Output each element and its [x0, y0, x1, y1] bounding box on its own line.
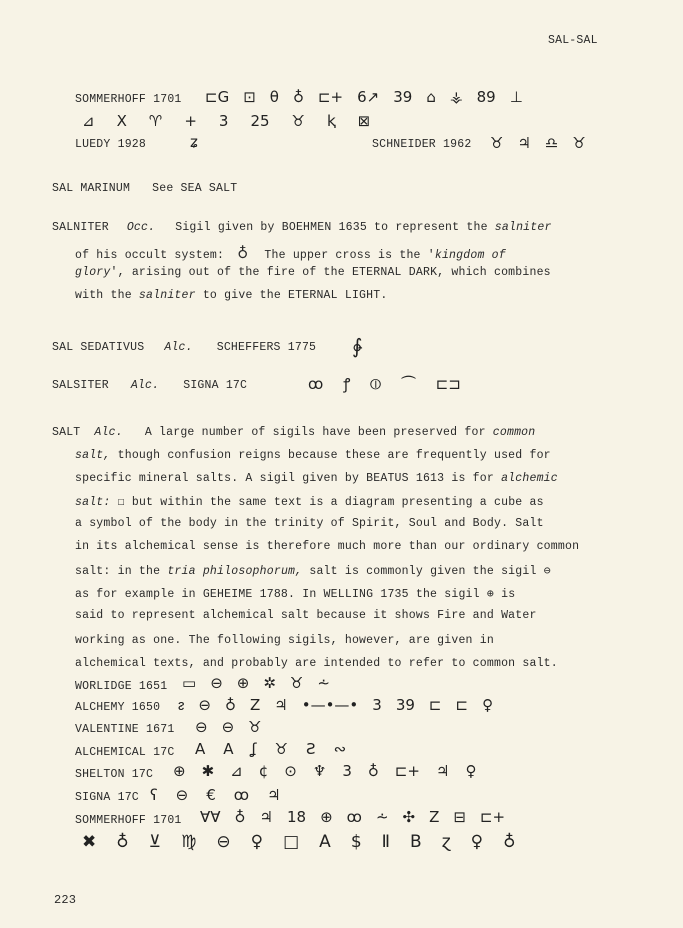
- entry-salniter-line: [75, 266, 551, 279]
- sigil-glyph: +: [184, 112, 197, 130]
- sigil-glyph: ⊖: [195, 718, 208, 736]
- entry-text: salt,: [75, 449, 111, 462]
- sigil-glyph: Ƨ: [306, 740, 316, 758]
- source-label: LUEDY 1928: [75, 138, 147, 151]
- sigil-glyph: ⊏: [428, 696, 442, 714]
- running-head: SAL-SAL: [548, 34, 598, 47]
- entry-term: SALNITER: [52, 221, 109, 234]
- sigil-glyph: ꝭ: [343, 375, 351, 393]
- sigil-glyph: ⊖: [216, 832, 231, 852]
- sigil-glyph: ⊏⊐: [435, 375, 461, 393]
- sigil-glyph: ♎: [544, 134, 559, 152]
- sigil-glyph: •—•—•: [301, 696, 359, 714]
- sigil-row: [200, 808, 505, 826]
- sigil-row: [178, 696, 493, 714]
- sigil-glyph: €: [206, 786, 216, 804]
- entry-source: SIGNA 17C: [183, 379, 248, 392]
- sigil-glyph: ʕ: [150, 786, 158, 804]
- sigil-row: [308, 374, 461, 394]
- entry-text: though confusion reigns because these are frequently used for: [110, 449, 551, 462]
- sigil-glyph: ᴤ: [178, 696, 185, 714]
- sigil-glyph: ꝏ: [233, 786, 250, 804]
- salt-text-line: in its alchemical sense is therefore much more than our ordinary common: [75, 540, 580, 553]
- entry-salniter-line: [75, 244, 506, 262]
- entry-salniter-line: [52, 221, 552, 234]
- sigil-glyph: ♉: [274, 740, 289, 758]
- sigil-glyph: ♀: [250, 832, 264, 852]
- sigil-glyph: ⊏+: [479, 808, 506, 826]
- salt-text-line: a symbol of the body in the trinity of Spirit, Soul and Body. Salt: [75, 517, 544, 530]
- entry-source: SCHEFFERS 1775: [216, 341, 317, 354]
- salt-text-line: [75, 563, 551, 578]
- sigil-glyph: ♉: [248, 718, 262, 736]
- entry-text: with the: [75, 289, 139, 302]
- entry-text: salniter: [138, 289, 196, 302]
- sigil-glyph: ⊙: [284, 762, 297, 780]
- sigil-glyph: ∾: [333, 740, 347, 758]
- sigil-glyph: ⚶: [449, 88, 463, 106]
- source-label: SHELTON 17C: [75, 768, 154, 781]
- sigil-glyph: ♉: [289, 674, 304, 692]
- sigil-glyph: ♀: [482, 696, 494, 714]
- salt-text-line: alchemical texts, and probably are intended to refer to common salt.: [75, 657, 558, 670]
- entry-text: kingdom of: [434, 249, 506, 262]
- sigil-glyph: ʑ: [190, 133, 198, 151]
- sigil-glyph: ✱: [201, 762, 215, 780]
- sigil-glyph: ʆ: [251, 740, 257, 758]
- salt-text-line: as for example in GEHEIME 1788. In WELLING 1735 the sigil ⊕ is: [75, 588, 516, 601]
- entry-text: ', arising out of the fire of the ETERNAL DARK, which combines: [110, 266, 551, 279]
- sigil-glyph: ♁: [234, 808, 246, 826]
- source-label: ALCHEMY 1650: [75, 701, 161, 714]
- sigil-glyph: ⊿: [82, 112, 95, 130]
- sigil-glyph: ▭: [182, 674, 197, 692]
- entry-term: SAL SEDATIVUS: [52, 341, 145, 354]
- sigil-glyph: ⊏+: [317, 88, 344, 106]
- entry-salsiter: [52, 379, 247, 392]
- sigil-glyph: 6↗: [357, 88, 380, 106]
- entry-sal-marinum: [52, 182, 237, 195]
- sigil-glyph: A: [319, 832, 331, 852]
- entry-tag: Alc.: [164, 341, 193, 354]
- sigil-glyph: ♃: [259, 808, 273, 826]
- entry-text: salt is commonly given the sigil ⊖: [302, 565, 551, 578]
- sigil-glyph: ♍: [181, 832, 197, 852]
- sigil-glyph: ♁: [237, 244, 249, 262]
- sigil-row: [205, 88, 523, 106]
- entry-text: to give the ETERNAL LIGHT.: [195, 289, 388, 302]
- source-label: VALENTINE 1671: [75, 723, 175, 736]
- source-label: WORLIDGE 1651: [75, 680, 168, 693]
- sigil-glyph: ♁: [116, 832, 129, 852]
- entry-text: salniter: [494, 221, 552, 234]
- sigil-glyph: ♉: [572, 134, 586, 152]
- sigil-glyph: ♁: [225, 696, 236, 714]
- sigil-glyph: ♀: [470, 832, 484, 852]
- sigil-row: [195, 718, 262, 736]
- sigil-glyph: X: [116, 112, 127, 130]
- entry-text: ☐ but within the same text is a diagram presenting a cube as: [110, 496, 544, 509]
- entry-text: salt: in the: [75, 565, 168, 578]
- sigil-glyph: Ⅱ: [381, 832, 391, 852]
- sigil-glyph: ⊖: [221, 718, 235, 736]
- sigil-glyph: 25: [250, 112, 270, 130]
- sigil-glyph: ⩪: [317, 674, 330, 692]
- salt-text-line: [52, 426, 535, 439]
- sigil-glyph: ✣: [402, 808, 416, 826]
- sigil-glyph: 3: [218, 112, 229, 130]
- entry-sal-sedativus: [52, 341, 316, 354]
- entry-text: alchemic: [501, 472, 558, 485]
- sigil-glyph: ⊖: [198, 696, 211, 714]
- sigil-glyph: ⌂: [426, 88, 436, 106]
- sigil-glyph: ⊕: [236, 674, 250, 692]
- sigil-glyph: ⊕: [320, 808, 333, 826]
- entry-text: A large number of sigils have been preserved for: [144, 426, 493, 439]
- sigil-glyph: ⊥: [509, 88, 523, 106]
- sigil-glyph: ⊏: [455, 696, 469, 714]
- sigil-glyph: ɀ: [441, 832, 451, 852]
- entry-term: SALSITER: [52, 379, 109, 392]
- sigil-row: [150, 786, 281, 804]
- salt-text-line: said to represent alchemical salt because it shows Fire and Water: [75, 609, 537, 622]
- sigil-glyph: Z: [429, 808, 440, 826]
- sigil-glyph: ⊖: [210, 674, 223, 692]
- sigil-glyph: 3: [342, 762, 352, 780]
- sigil-glyph: ⊏G: [205, 88, 230, 106]
- sigil-row: [195, 740, 346, 758]
- sigil-glyph: ⊖: [175, 786, 189, 804]
- entry-term: SALT: [52, 426, 81, 439]
- sigil-glyph: ⊕: [173, 762, 186, 780]
- salt-text-line: working as one. The following sigils, however, are given in: [75, 634, 494, 647]
- sigil-glyph: 18: [286, 808, 307, 826]
- sigil-glyph: Z: [250, 696, 261, 714]
- sigil-glyph: ♃: [517, 134, 531, 152]
- sigil-glyph: ⱪ: [326, 112, 336, 130]
- sigil-glyph: □: [283, 832, 300, 852]
- source-label: SIGNA 17C: [75, 791, 139, 804]
- sigil-glyph: ∳: [352, 334, 363, 358]
- page-number: 223: [54, 893, 77, 907]
- entry-text: glory: [75, 266, 111, 279]
- sigil-glyph: ✲: [263, 674, 276, 692]
- sigil-row: [82, 832, 516, 852]
- sigil-glyph: 39: [395, 696, 415, 714]
- sigil-glyph: ⊻: [148, 832, 162, 852]
- sigil-glyph: θ: [269, 88, 279, 106]
- sigil-row: [490, 134, 586, 152]
- sigil-row: [182, 674, 330, 692]
- sigil-glyph: 39: [393, 88, 413, 106]
- sigil-glyph: $: [350, 832, 362, 852]
- sigil-glyph: ♀: [465, 762, 477, 780]
- sigil-glyph: A: [195, 740, 206, 758]
- sigil-glyph: ♃: [267, 786, 281, 804]
- entry-text: specific mineral salts. A sigil given by BEATUS 1613 is for: [75, 472, 502, 485]
- entry-text: The upper cross is the ': [264, 249, 435, 262]
- sigil-glyph: ♁: [292, 88, 304, 106]
- sigil-row: [82, 112, 370, 130]
- sigil-glyph: ꝏ: [346, 808, 362, 826]
- source-label: ALCHEMICAL 17C: [75, 746, 175, 759]
- sigil-row: [173, 762, 476, 780]
- sigil-glyph: ✖: [82, 832, 97, 852]
- entry-text: common: [492, 426, 536, 439]
- sigil-glyph: A: [223, 740, 234, 758]
- sigil-glyph: ♆: [312, 762, 327, 780]
- salt-text-line: [75, 449, 551, 462]
- sigil-glyph: ¢: [258, 762, 269, 780]
- sigil-glyph: ⏜: [401, 375, 416, 393]
- entry-tag: Alc.: [94, 426, 123, 439]
- entry-tag: Alc.: [130, 379, 160, 392]
- sigil-glyph: ⊡: [243, 88, 256, 106]
- sigil-glyph: ♁: [367, 762, 379, 780]
- source-label: SOMMERHOFF 1701: [75, 814, 182, 827]
- entry-text: of his occult system:: [75, 249, 232, 262]
- sigil-glyph: ♉: [291, 112, 305, 130]
- sigil-glyph: ⦶: [370, 375, 382, 393]
- salt-text-line: [75, 472, 558, 485]
- entry-text: salt:: [75, 496, 111, 509]
- entry-text: Sigil given by BOEHMEN 1635 to represent the: [175, 221, 495, 234]
- sigil-glyph: 3: [372, 696, 382, 714]
- source-label: SOMMERHOFF 1701: [75, 93, 182, 106]
- sigil-glyph: ⊟: [453, 808, 466, 826]
- entry-salniter-line: [75, 289, 387, 302]
- sigil-glyph: ♃: [274, 696, 288, 714]
- sigil-glyph: ⊏+: [394, 762, 420, 780]
- sigil-glyph: ♈: [148, 112, 163, 130]
- sigil-glyph: ⱯⱯ: [200, 808, 221, 826]
- sigil-glyph: ⩪: [375, 808, 389, 826]
- entry-text: tria philosophorum,: [167, 565, 303, 578]
- sigil-glyph: 89: [476, 88, 496, 106]
- salt-text-line: [75, 494, 544, 509]
- sigil-glyph: ⊠: [357, 112, 371, 130]
- entry-tag: Occ.: [126, 221, 156, 234]
- sigil-glyph: ⊿: [230, 762, 243, 780]
- entry-term: SAL MARINUM: [52, 182, 131, 195]
- sigil-glyph: ♃: [436, 762, 450, 780]
- source-label: SCHNEIDER 1962: [372, 138, 472, 151]
- sigil-glyph: B: [410, 832, 422, 852]
- sigil-glyph: ♁: [503, 832, 516, 852]
- sigil-glyph: ♉: [490, 134, 504, 152]
- entry-text: See SEA SALT: [152, 182, 238, 195]
- sigil-glyph: ꝏ: [308, 375, 324, 393]
